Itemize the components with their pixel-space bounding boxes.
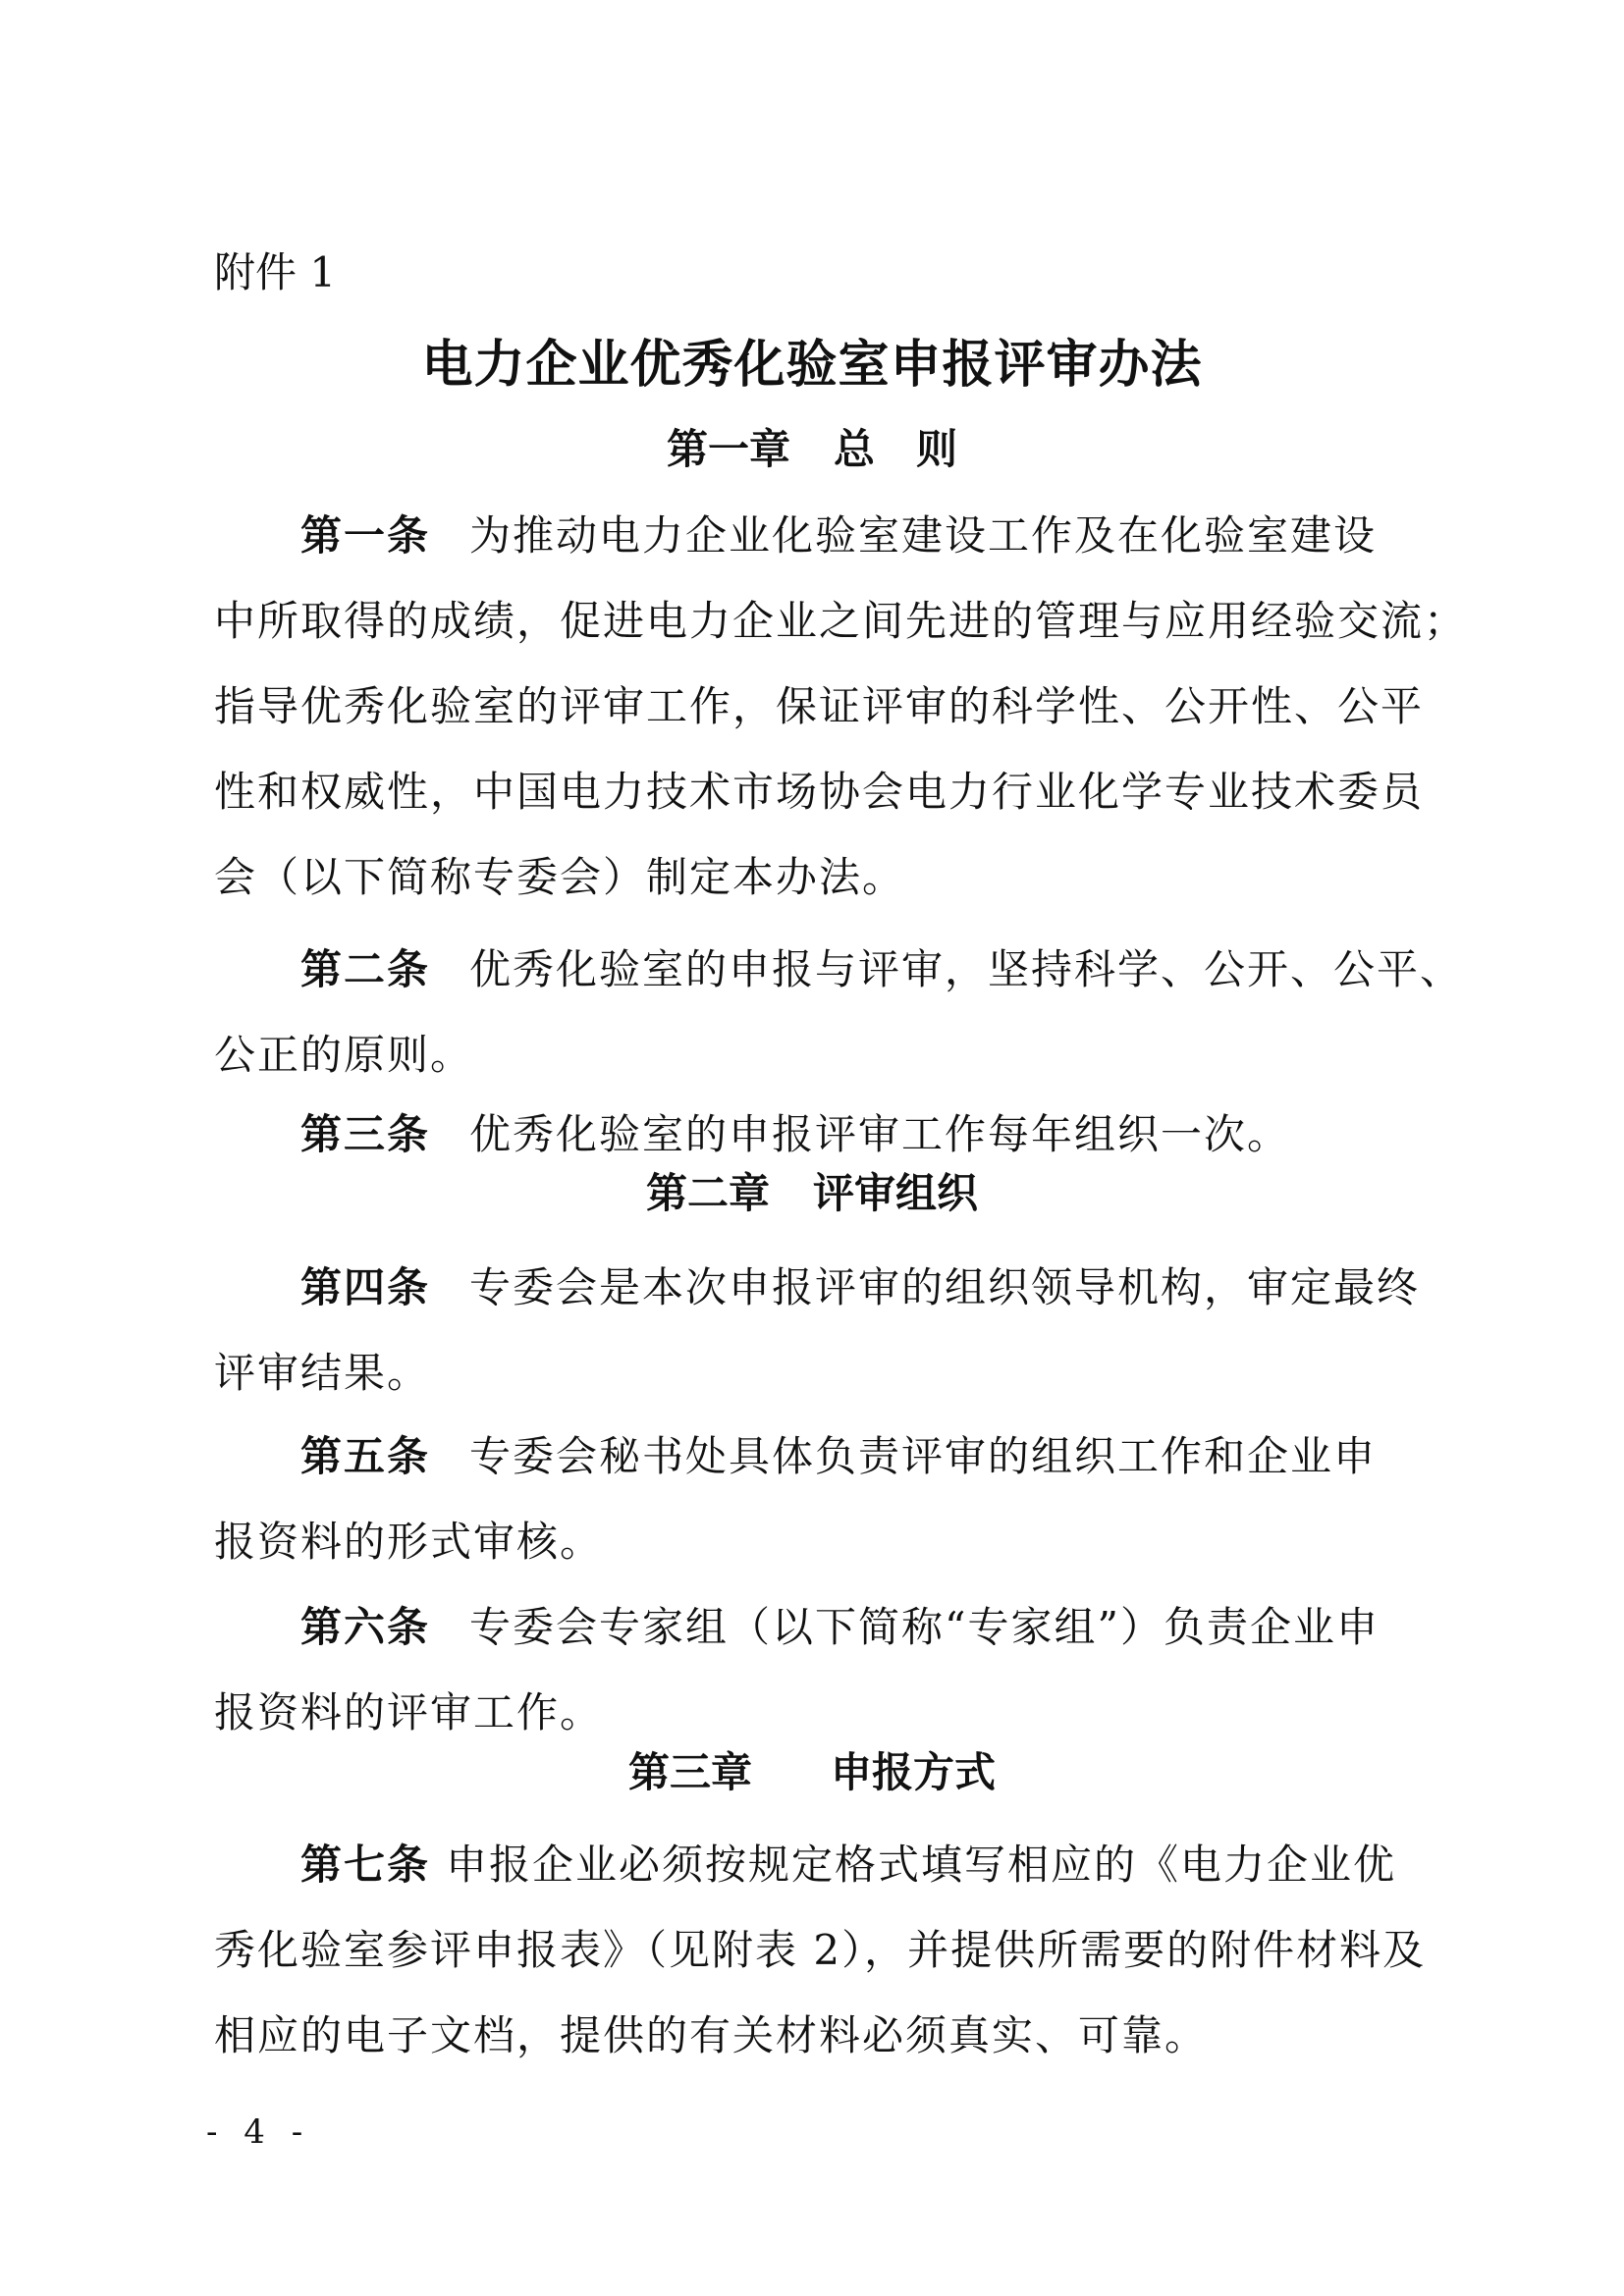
- article-label: 第七条: [300, 1841, 431, 1889]
- page-number: - 4 -: [206, 2112, 311, 2152]
- article-label: 第四条: [300, 1263, 431, 1311]
- article-line: 第五条 专委会秘书处具体负责评审的组织工作和企业申: [300, 1432, 1378, 1480]
- article-line: 中所取得的成绩，促进电力企业之间先进的管理与应用经验交流；: [214, 597, 1468, 645]
- chapter-number: 第一章: [666, 425, 790, 473]
- article-line: 第二条 优秀化验室的申报与评审，坚持科学、公开、公平、: [300, 945, 1464, 993]
- article-label: 第三条: [300, 1110, 431, 1158]
- article-line: 第一条 为推动电力企业化验室建设工作及在化验室建设: [300, 511, 1378, 560]
- article-line: 第四条 专委会是本次申报评审的组织领导机构，审定最终: [300, 1263, 1421, 1311]
- chapter-heading-2: [0, 1164, 1624, 1223]
- article-line: 报资料的评审工作。: [214, 1688, 604, 1736]
- article-line: 会（以下简称专委会）制定本办法。: [214, 853, 906, 901]
- article-5: [214, 1414, 1420, 1584]
- chapter-name: 评审组织: [813, 1169, 979, 1217]
- article-6: [214, 1584, 1420, 1755]
- article-7: [214, 1822, 1427, 2078]
- article-line: 指导优秀化验室的评审工作，保证评审的科学性、公开性、公平: [214, 682, 1425, 730]
- chapter-heading-3: [0, 1743, 1624, 1802]
- article-line: 第六条 专委会专家组（以下简称“专家组”）负责企业申: [300, 1603, 1380, 1651]
- annex-label: 附件 1: [214, 248, 337, 296]
- article-line: 公正的原则。: [214, 1031, 474, 1079]
- article-line: 评审结果。: [214, 1349, 431, 1397]
- chapter-name: 总 则: [834, 425, 958, 473]
- article-line: 第三条 优秀化验室的申报评审工作每年组织一次。: [300, 1110, 1291, 1158]
- chapter-heading-1: [0, 420, 1624, 479]
- article-2: [214, 927, 1464, 1097]
- chapter-number: 第二章: [645, 1169, 770, 1217]
- article-label: 第一条: [300, 511, 431, 560]
- article-line: 相应的电子文档，提供的有关材料必须真实、可靠。: [214, 2011, 1209, 2059]
- article-line: 第七条 申报企业必须按规定格式填写相应的《电力企业优: [300, 1841, 1397, 1889]
- article-line: 性和权威性，中国电力技术市场协会电力行业化学专业技术委员: [214, 768, 1425, 816]
- article-1: [214, 493, 1468, 920]
- chapter-number: 第三章: [627, 1748, 752, 1796]
- article-line: 报资料的形式审核。: [214, 1518, 604, 1566]
- article-label: 第六条: [300, 1603, 431, 1651]
- article-line: 秀化验室参评申报表》（见附表 2），并提供所需要的附件材料及: [214, 1926, 1427, 1974]
- article-4: [214, 1245, 1420, 1415]
- document-title: 电力企业优秀化验室申报评审办法: [421, 336, 1203, 395]
- article-label: 第五条: [300, 1432, 431, 1480]
- chapter-name: 申报方式: [831, 1748, 997, 1796]
- article-label: 第二条: [300, 945, 431, 993]
